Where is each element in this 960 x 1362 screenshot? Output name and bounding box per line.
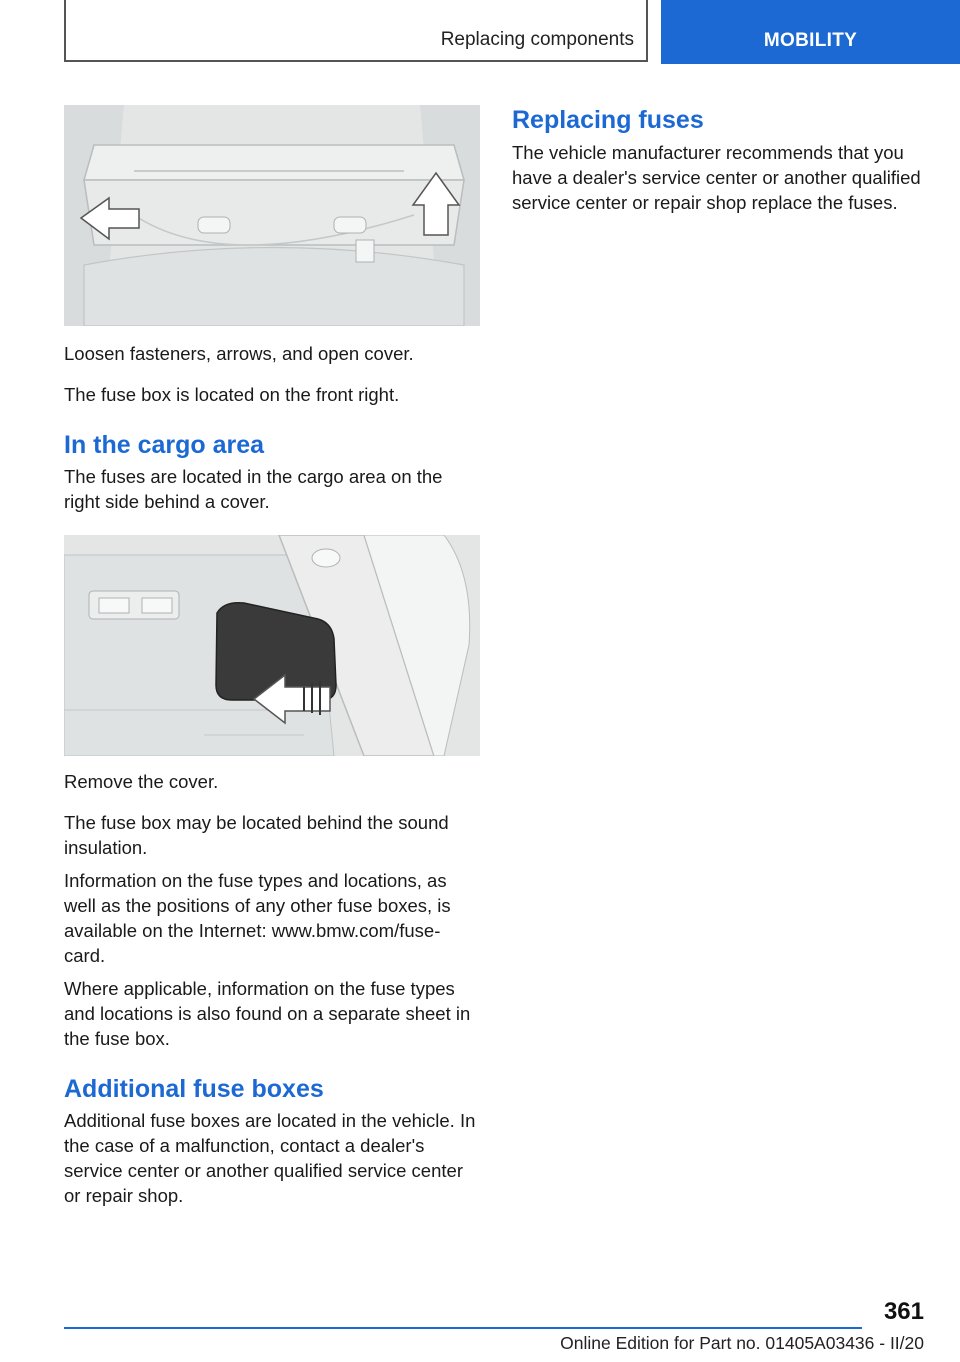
paragraph-1: The fuse box is located on the front right. bbox=[64, 384, 400, 405]
right-column bbox=[512, 105, 922, 215]
caption-2: Remove the cover. bbox=[64, 771, 219, 792]
footer-divider bbox=[64, 1327, 862, 1329]
heading-cargo: In the cargo area bbox=[64, 431, 265, 459]
paragraph-3: Information on the fuse types and locations, as well as the positions of any other fuse boxes, is available on the Internet: www.bmw.com/fuse-card. bbox=[64, 870, 451, 966]
front-cover-illustration bbox=[64, 105, 480, 326]
page-header bbox=[64, 0, 960, 66]
section-title-box bbox=[64, 0, 648, 62]
chapter-title: MOBILITY bbox=[763, 30, 858, 51]
footer-edition: Online Edition for Part no. 01405A03436 - II/20 bbox=[560, 1333, 924, 1353]
figure-cargo-cover bbox=[64, 535, 480, 756]
heading-replacing-fuses: Replacing fuses bbox=[512, 106, 704, 134]
left-column bbox=[64, 105, 480, 1208]
cargo-cover-illustration bbox=[64, 535, 480, 756]
paragraph-cargo: The fuses are located in the cargo area on the right side behind a cover. bbox=[64, 466, 443, 512]
paragraph-2: The fuse box may be located behind the sound insulation. bbox=[64, 812, 449, 858]
figure-front-cover bbox=[64, 105, 480, 326]
page-number: 361 bbox=[883, 1298, 924, 1325]
section-title: Replacing components bbox=[440, 29, 634, 50]
chapter-tab bbox=[661, 0, 960, 64]
heading-additional: Additional fuse boxes bbox=[64, 1075, 324, 1103]
paragraph-4: Where applicable, information on the fuse types and locations is also found on a separate sheet in the fuse box. bbox=[64, 978, 471, 1049]
paragraph-replacing-fuses: The vehicle manufacturer recommends that you have a dealer's service center or another qualified service center or repair shop replace the fuses. bbox=[512, 142, 921, 213]
caption-1: Loosen fasteners, arrows, and open cover. bbox=[64, 343, 414, 364]
paragraph-additional: Additional fuse boxes are located in the vehicle. In the case of a malfunction, contact a dealer's service center or another qualified service center or repair shop. bbox=[64, 1110, 476, 1206]
